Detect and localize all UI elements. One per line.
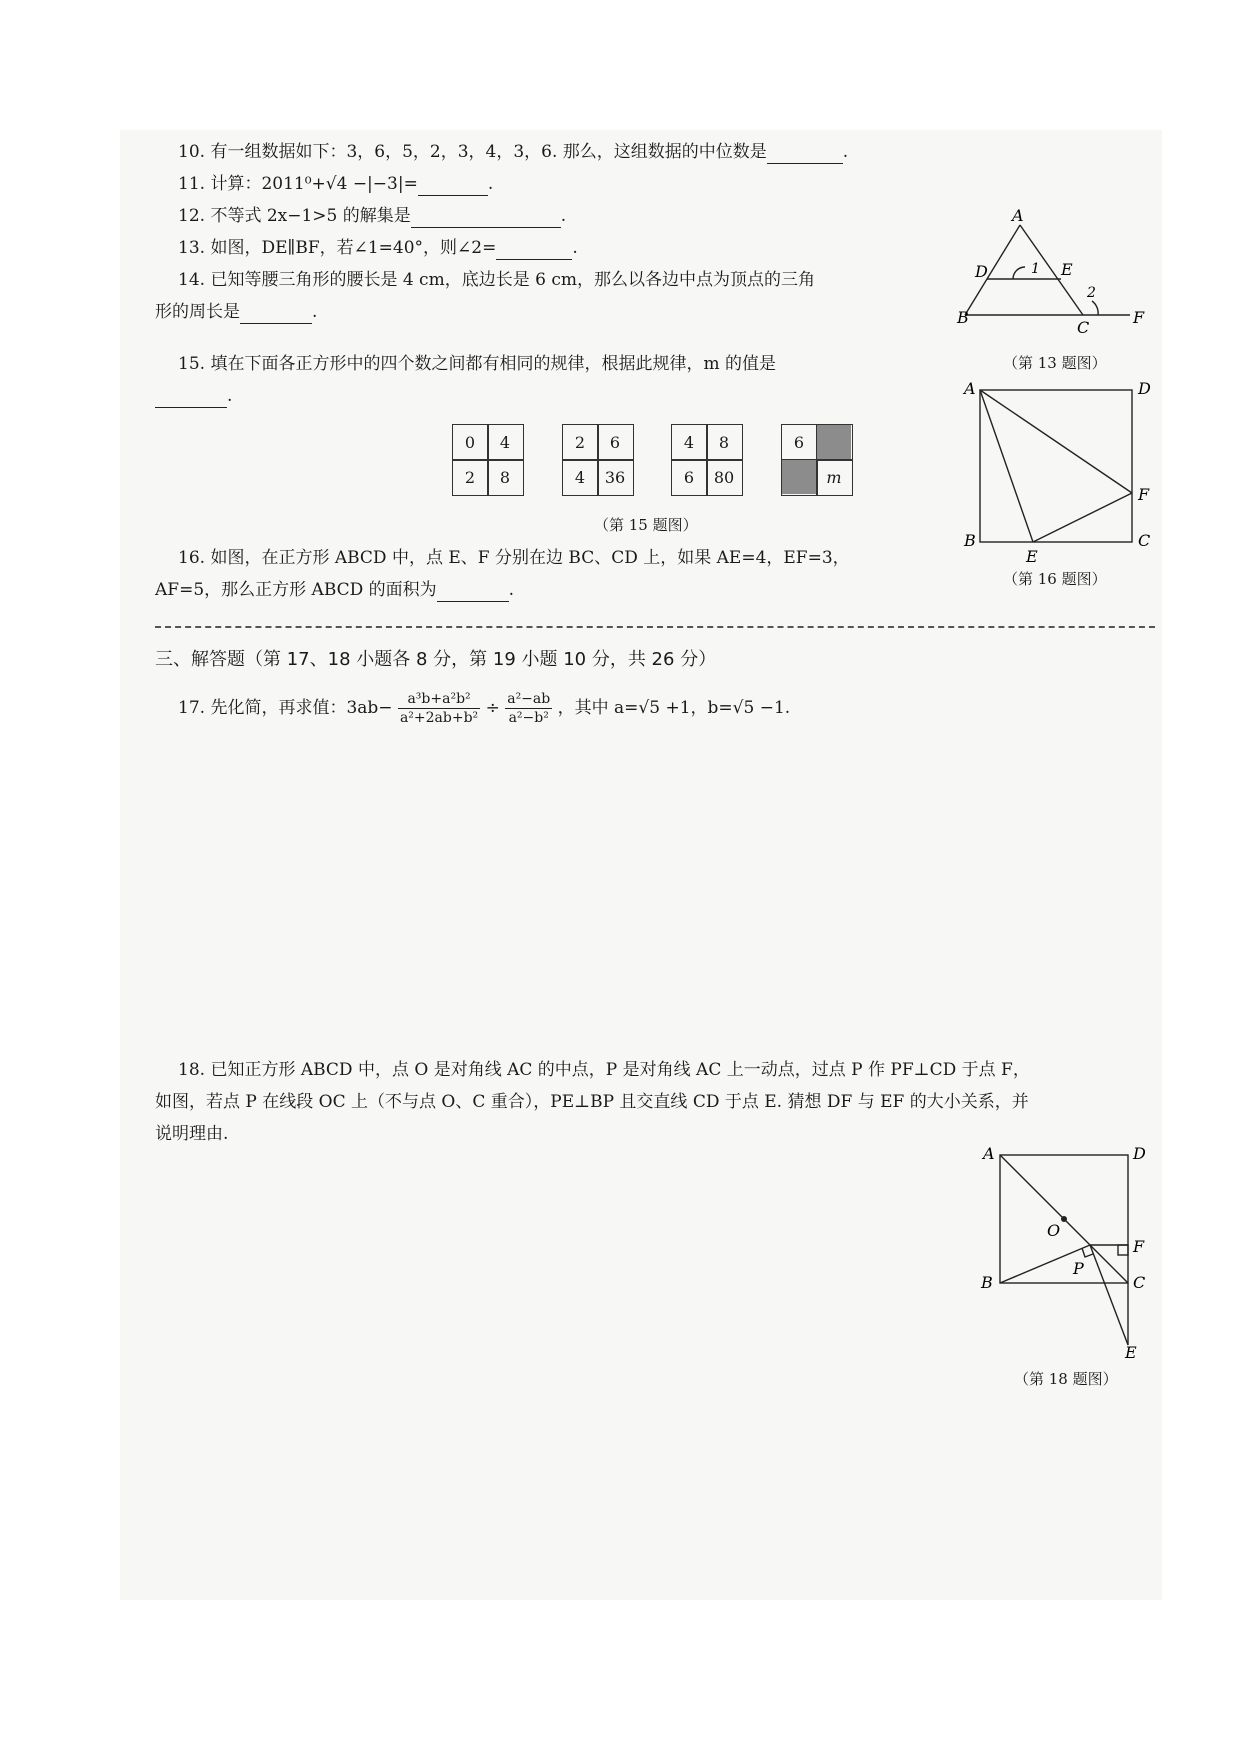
square-cell: 2 bbox=[574, 432, 586, 452]
shaded-cell bbox=[782, 460, 816, 494]
question-17-prefix: 17. 先化简，再求值：3ab− bbox=[178, 698, 393, 718]
question-17 bbox=[178, 686, 790, 730]
fig13-label-E: E bbox=[1061, 260, 1073, 279]
question-16-line-2 bbox=[155, 578, 514, 602]
question-13-tail: . bbox=[572, 238, 578, 258]
question-11-text: 11. 计算：2011⁰+√4 −|−3|= bbox=[178, 174, 418, 194]
question-14-text: 形的周长是 bbox=[155, 302, 240, 322]
fig16-label-E: E bbox=[1026, 547, 1038, 566]
square-cell: 2 bbox=[464, 467, 476, 487]
answer-blank-13[interactable] bbox=[496, 241, 572, 260]
answer-blank-10[interactable] bbox=[767, 145, 843, 164]
fig13-label-F: F bbox=[1133, 308, 1145, 327]
square-cell: 6 bbox=[683, 467, 695, 487]
fraction-1 bbox=[398, 690, 480, 727]
fig16-label-D: D bbox=[1138, 379, 1151, 398]
number-square-2 bbox=[562, 424, 634, 496]
question-12-tail: . bbox=[560, 206, 567, 226]
number-square-3 bbox=[671, 424, 743, 496]
fig18-label-F: F bbox=[1133, 1237, 1145, 1256]
answer-blank-15[interactable] bbox=[155, 389, 227, 408]
answer-blank-11[interactable] bbox=[418, 177, 488, 196]
exam-paper bbox=[120, 130, 1162, 1600]
question-13-text: 13. 如图，DE∥BF，若∠1=40°，则∠2= bbox=[178, 238, 497, 258]
question-16-tail: . bbox=[508, 580, 515, 600]
fig18-label-O: O bbox=[1047, 1221, 1061, 1240]
question-18-line-1: 18. 已知正方形 ABCD 中，点 O 是对角线 AC 的中点，P 是对角线 AC 上一动点，过点 P 作 PF⊥CD 于点 F， bbox=[178, 1060, 1030, 1080]
square-cell: 8 bbox=[718, 432, 730, 452]
fig18-label-D: D bbox=[1133, 1144, 1146, 1163]
question-16-line-1: 16. 如图，在正方形 ABCD 中，点 E、F 分别在边 BC、CD 上，如果 AE=4，EF=3， bbox=[178, 548, 850, 568]
shaded-cell bbox=[817, 425, 851, 459]
figure-18 bbox=[975, 1140, 1155, 1360]
fig13-label-D: D bbox=[975, 262, 988, 281]
section-divider bbox=[155, 626, 1155, 628]
question-14-line-2 bbox=[155, 300, 317, 324]
fig13-label-B: B bbox=[957, 308, 969, 327]
square-cell: 6 bbox=[793, 432, 805, 452]
square-cell: 80 bbox=[713, 467, 735, 487]
question-14-line-1: 14. 已知等腰三角形的腰长是 4 cm，底边长是 6 cm，那么以各边中点为顶点的三角 bbox=[178, 270, 815, 290]
question-10-tail: . bbox=[842, 142, 849, 162]
division-sign: ÷ bbox=[485, 698, 500, 718]
number-square-4 bbox=[781, 424, 853, 496]
fig18-label-P: P bbox=[1073, 1259, 1084, 1278]
bleed-through-text bbox=[160, 810, 165, 828]
fraction-2-denominator: a²−b² bbox=[508, 710, 549, 726]
question-17-suffix: ，其中 a=√5 +1，b=√5 −1. bbox=[557, 698, 791, 718]
fig16-label-B: B bbox=[964, 531, 976, 550]
question-15-line-2 bbox=[155, 384, 232, 408]
square-cell: 4 bbox=[683, 432, 695, 452]
answer-blank-16[interactable] bbox=[437, 583, 509, 602]
question-11 bbox=[178, 172, 493, 196]
fig16-label-A: A bbox=[964, 379, 976, 398]
fraction-2-numerator: a²−ab bbox=[507, 691, 551, 707]
question-10-text: 10. 有一组数据如下：3，6，5，2，3，4，3，6. 那么，这组数据的中位数是 bbox=[178, 142, 767, 162]
number-square-1 bbox=[452, 424, 524, 496]
square-cell: m bbox=[826, 467, 842, 487]
fig13-angle-2: 2 bbox=[1087, 285, 1096, 301]
figure-13 bbox=[955, 205, 1145, 340]
fig16-label-F: F bbox=[1138, 485, 1150, 504]
answer-blank-12[interactable] bbox=[411, 209, 561, 228]
figure-15-caption: （第 15 题图） bbox=[594, 516, 698, 534]
question-16-text: AF=5，那么正方形 ABCD 的面积为 bbox=[155, 580, 437, 600]
fig13-label-A: A bbox=[1012, 206, 1024, 225]
center-point-O bbox=[1061, 1216, 1067, 1222]
fraction-1-denominator: a²+2ab+b² bbox=[399, 710, 479, 726]
fig16-label-C: C bbox=[1138, 531, 1151, 550]
question-18-line-2: 如图，若点 P 在线段 OC 上（不与点 O、C 重合），PE⊥BP 且交直线 CD 于点 E. 猜想 DF 与 EF 的大小关系，并 bbox=[155, 1092, 1029, 1112]
fig18-label-C: C bbox=[1133, 1273, 1146, 1292]
question-15-line-1: 15. 填在下面各正方形中的四个数之间都有相同的规律，根据此规律，m 的值是 bbox=[178, 354, 776, 374]
fig18-label-B: B bbox=[981, 1273, 993, 1292]
question-18-line-3: 说明理由. bbox=[155, 1124, 229, 1144]
question-10 bbox=[178, 140, 848, 164]
question-12-text: 12. 不等式 2x−1>5 的解集是 bbox=[178, 206, 411, 226]
question-13 bbox=[178, 236, 578, 260]
fig18-label-A: A bbox=[983, 1144, 995, 1163]
figure-16 bbox=[960, 378, 1155, 566]
figure-18-caption: （第 18 题图） bbox=[1014, 1370, 1118, 1388]
question-11-tail: . bbox=[487, 174, 494, 194]
square-cell: 4 bbox=[574, 467, 586, 487]
square-cell: 36 bbox=[604, 467, 626, 487]
section-3-title: 三、解答题（第 17、18 小题各 8 分，第 19 小题 10 分，共 26 分） bbox=[155, 649, 717, 670]
answer-blank-14[interactable] bbox=[240, 305, 312, 324]
question-15-tail: . bbox=[227, 386, 233, 406]
question-12 bbox=[178, 204, 566, 228]
fig13-angle-1: 1 bbox=[1031, 261, 1040, 277]
question-14-tail: . bbox=[312, 302, 318, 322]
fig13-label-C: C bbox=[1077, 318, 1090, 337]
fraction-1-numerator: a³b+a²b² bbox=[398, 690, 480, 709]
fig18-label-E: E bbox=[1125, 1343, 1137, 1362]
square-cell: 6 bbox=[609, 432, 621, 452]
fraction-2 bbox=[505, 690, 552, 727]
figure-16-caption: （第 16 题图） bbox=[1003, 570, 1107, 588]
square-cell: 4 bbox=[499, 432, 511, 452]
square-cell: 0 bbox=[464, 432, 476, 452]
square-cell: 8 bbox=[499, 467, 511, 487]
figure-13-caption: （第 13 题图） bbox=[1003, 354, 1107, 372]
